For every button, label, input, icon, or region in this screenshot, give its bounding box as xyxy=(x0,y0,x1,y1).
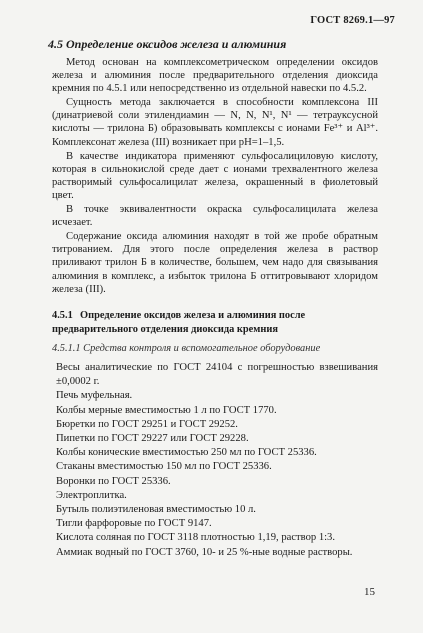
subsubsection-heading: 4.5.1.1 Средства контроля и вспомогательное оборудование xyxy=(52,343,321,354)
list-item: Стаканы вместимостью 150 мл по ГОСТ 25336. xyxy=(56,461,272,473)
subsection-title: Определение оксидов железа и алюминия после предварительного отделения диоксида кремния xyxy=(52,310,306,335)
list-item: Бутыль полиэтиленовая вместимостью 10 л. xyxy=(56,504,256,516)
equipment-list xyxy=(56,361,378,560)
paragraph: Сущность метода заключается в способности комплексона III (динатриевой соли этилендиамин — N, N, N¹, N¹ — тетрауксусной кислоты — трилона Б) образовывать комплексы с ионами Fe³⁺ и Al³⁺. Комплексонат железа (III) возникает при pH=1–1,5. xyxy=(52,97,378,148)
list-item: Аммиак водный по ГОСТ 3760, 10- и 25 %-ные водные растворы. xyxy=(56,546,353,558)
list-item: Тигли фарфоровые по ГОСТ 9147. xyxy=(56,518,212,530)
paragraph: Содержание оксида алюминия находят в той же пробе обратным титрованием. Для этого после определения железа в раствор приливают трилон Б в количестве, большем, чем надо для связывания алюминия в комплекс, а избыток трилона Б оттитровывают хлоридом железа (III). xyxy=(52,231,378,295)
page-number: 15 xyxy=(364,586,375,598)
list-item: Весы аналитические по ГОСТ 24104 с погрешностью взвешивания ±0,0002 г. xyxy=(56,362,378,388)
list-item: Печь муфельная. xyxy=(56,390,133,402)
subsection-heading xyxy=(52,309,382,337)
paragraph: В точке эквивалентности окраска сульфосалицилата железа исчезает. xyxy=(52,204,378,229)
list-item: Кислота соляная по ГОСТ 3118 плотностью 1,19, раствор 1:3. xyxy=(56,532,336,544)
section-body xyxy=(52,56,378,296)
list-item: Бюретки по ГОСТ 29251 и ГОСТ 29252. xyxy=(56,418,238,430)
list-item: Пипетки по ГОСТ 29227 или ГОСТ 29228. xyxy=(56,433,249,445)
paragraph: Метод основан на комплексометрическом определении оксидов железа и алюминия после предварительного отделения диоксида кремния по 4.5.1 или непосредственно из отдельной навески по 4.5.2. xyxy=(52,57,378,95)
subsection-number: 4.5.1 xyxy=(52,310,73,321)
list-item: Электроплитка. xyxy=(56,489,127,501)
list-item: Колбы мерные вместимостью 1 л по ГОСТ 1770. xyxy=(56,404,277,416)
paragraph: В качестве индикатора применяют сульфосалициловую кислоту, которая в сильнокислой среде дает с ионами трехвалентного железа растворимый сульфосалицилат железа, окрашенный в фиолетовый цвет. xyxy=(52,150,378,201)
list-item: Воронки по ГОСТ 25336. xyxy=(56,475,171,487)
section-title: 4.5 Определение оксидов железа и алюминия xyxy=(48,37,287,51)
document-header: ГОСТ 8269.1—97 xyxy=(310,15,395,26)
list-item: Колбы конические вместимостью 250 мл по ГОСТ 25336. xyxy=(56,447,317,459)
